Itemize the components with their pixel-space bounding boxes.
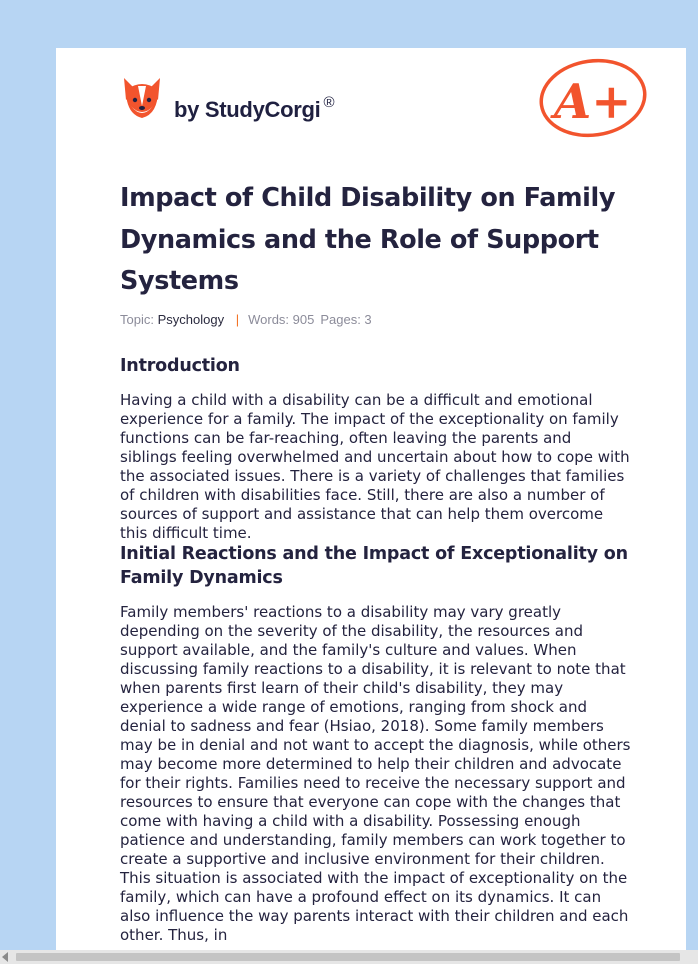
topic-label: Topic: — [120, 312, 154, 327]
topic-link[interactable]: Psychology — [157, 312, 225, 327]
scrollbar-thumb[interactable] — [16, 953, 680, 961]
corgi-logo-icon — [122, 76, 162, 120]
grade-text: A+ — [554, 74, 632, 130]
meta-separator: | — [235, 312, 240, 327]
article-meta — [120, 312, 372, 327]
brand-name[interactable] — [174, 94, 334, 123]
page-count: Pages: 3 — [320, 312, 372, 327]
horizontal-scrollbar[interactable] — [0, 950, 698, 964]
document-page — [56, 48, 686, 950]
brand-text: by StudyCorgi — [174, 97, 321, 122]
page-title: Impact of Child Disability on Family Dynamics and the Role of Support Systems — [120, 183, 616, 296]
scroll-left-arrow-icon[interactable] — [2, 952, 8, 962]
section-paragraph-introduction: Having a child with a disability can be a difficult and emotional experience for a family. The impact of the exceptionality on family functions can be far-reaching, often leaving the parents and siblings feeling overwhelmed and uncertain about how to cope with the associated issues. There is a variety of challenges that families of children with disabilities face. Still, there are also a number of sources of support and assistance that can help them overcome this difficult time. — [120, 391, 630, 542]
section-heading-initial-reactions: Initial Reactions and the Impact of Exceptionality on Family Dynamics — [120, 544, 628, 588]
registered-mark: ® — [323, 94, 335, 111]
word-count: Words: 905 — [248, 312, 315, 327]
section-heading-introduction: Introduction — [120, 356, 240, 376]
section-paragraph-initial-reactions: Family members' reactions to a disability may vary greatly depending on the severity of the disability, the resources and support available, and the family's culture and values. When discussing family reactions to a disability, it is relevant to note that when parents first learn of their child's disability, they may experience a wide range of emotions, ranging from shock and denial to sadness and fear (Hsiao, 2018). Some family members may be in denial and not want to accept the diagnosis, while others may become more determined to help their children and advocate for their rights. Families need to receive the necessary support and resources to ensure that everyone can cope with the changes that come with having a child with a disability. Possessing enough patience and understanding, family members can work together to create a supportive and inclusive environment for their children. This situation is associated with the impact of exceptionality on the family, which can have a profound effect on its dynamics. It can also influence the way parents interact with their children and each other. Thus, in — [120, 603, 631, 944]
a-plus-grade-icon — [538, 58, 648, 140]
